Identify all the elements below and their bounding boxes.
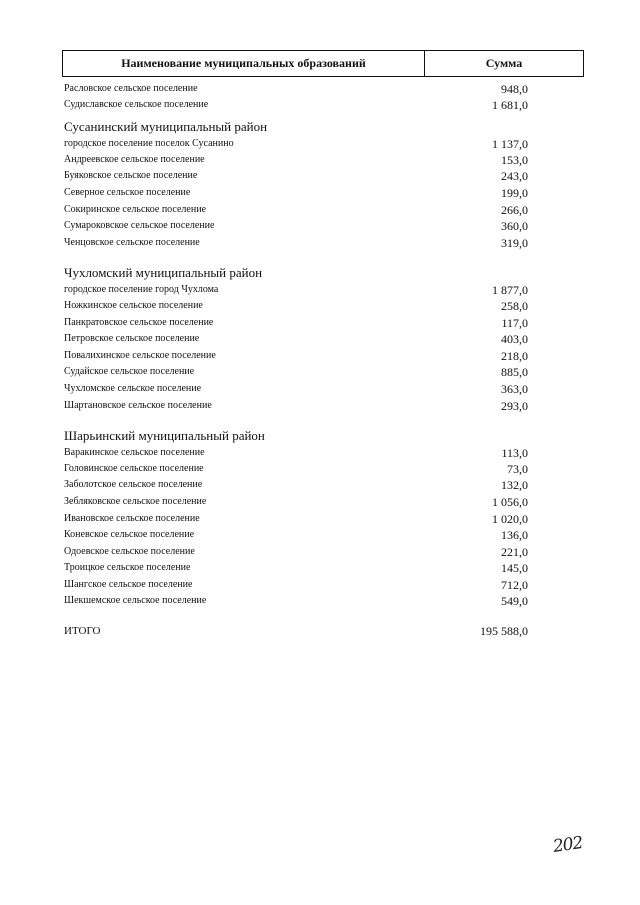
table-row — [64, 398, 584, 414]
settlement-sum: 363,0 — [501, 382, 528, 396]
table-row — [64, 152, 584, 168]
total-label: ИТОГО — [64, 625, 101, 637]
settlement-name: Ивановское сельское поселение — [64, 513, 200, 524]
table-row — [64, 494, 584, 510]
table-row — [64, 593, 584, 609]
settlement-sum: 153,0 — [501, 153, 528, 167]
header-name-column: Наименование муниципальных образований — [63, 51, 425, 76]
table-row — [64, 348, 584, 364]
table-row — [64, 202, 584, 218]
table-row — [64, 445, 584, 461]
table-row — [64, 461, 584, 477]
settlement-sum: 360,0 — [501, 219, 528, 233]
table-row — [64, 136, 584, 152]
settlement-sum: 712,0 — [501, 578, 528, 592]
settlement-sum: 145,0 — [501, 561, 528, 575]
table-row — [64, 235, 584, 251]
settlement-sum: 549,0 — [501, 594, 528, 608]
table-row — [64, 527, 584, 543]
header-sum-column: Сумма — [485, 56, 523, 70]
settlement-sum: 1 137,0 — [492, 137, 528, 151]
settlement-sum: 1 056,0 — [492, 495, 528, 509]
settlement-name: Сумароковское сельское поселение — [64, 220, 215, 231]
settlement-sum: 73,0 — [507, 462, 528, 476]
settlement-name: Судиславское сельское поселение — [64, 99, 209, 110]
settlement-name: Повалихинское сельское поселение — [64, 350, 216, 361]
settlement-name: Андреевское сельское поселение — [64, 154, 205, 165]
settlement-name: Судайское сельское поселение — [64, 366, 195, 377]
settlement-name: городское поселение город Чухлома — [64, 284, 219, 295]
settlement-name: Ножкинское сельское поселение — [64, 300, 203, 311]
settlement-name: Головинское сельское поселение — [64, 463, 204, 474]
table-row — [64, 331, 584, 347]
district-title: Шарьинский муниципальный район — [64, 428, 265, 443]
table-row — [64, 298, 584, 314]
settlement-name: Заболотское сельское поселение — [64, 479, 203, 490]
table-row — [64, 577, 584, 593]
settlement-name: Северное сельское поселение — [64, 187, 191, 198]
table-row — [64, 282, 584, 298]
table-row — [64, 218, 584, 234]
settlement-sum: 885,0 — [501, 365, 528, 379]
settlement-name: Шартановское сельское поселение — [64, 400, 212, 411]
settlement-sum: 266,0 — [501, 203, 528, 217]
settlement-name: Сокиринское сельское поселение — [64, 204, 207, 215]
settlement-sum: 113,0 — [501, 446, 528, 460]
settlement-sum: 1 020,0 — [492, 512, 528, 526]
settlement-sum: 258,0 — [501, 299, 528, 313]
table-row — [64, 81, 584, 97]
settlement-name: Чухломское сельское поселение — [64, 383, 202, 394]
table-row — [64, 511, 584, 527]
table-header — [62, 50, 584, 77]
settlement-sum: 136,0 — [501, 528, 528, 542]
settlement-sum: 243,0 — [501, 169, 528, 183]
settlement-name: Буяковское сельское поселение — [64, 170, 198, 181]
settlement-name: Одоевское сельское поселение — [64, 546, 195, 557]
table-row — [64, 97, 584, 113]
settlement-sum: 1 877,0 — [492, 283, 528, 297]
settlement-name: Расловское сельское поселение — [64, 83, 198, 94]
district-title: Чухломский муниципальный район — [64, 265, 263, 280]
settlement-sum: 293,0 — [501, 399, 528, 413]
settlement-name: Ченцовское сельское поселение — [64, 237, 200, 248]
settlement-sum: 948,0 — [501, 82, 528, 96]
settlement-sum: 403,0 — [501, 332, 528, 346]
table-row — [64, 544, 584, 560]
settlement-sum: 132,0 — [501, 478, 528, 492]
table-row — [64, 364, 584, 380]
table-row — [64, 560, 584, 576]
settlement-name: городское поселение поселок Сусанино — [64, 138, 234, 149]
settlement-name: Шангское сельское поселение — [64, 579, 193, 590]
table-row — [64, 168, 584, 184]
settlement-name: Коневское сельское поселение — [64, 529, 195, 540]
settlement-name: Варакинское сельское поселение — [64, 447, 205, 458]
handwritten-page-number: 202 — [551, 833, 584, 857]
settlement-sum: 199,0 — [501, 186, 528, 200]
settlement-name: Панкратовское сельское поселение — [64, 317, 214, 328]
settlement-name: Троицкое сельское поселение — [64, 562, 191, 573]
settlement-sum: 1 681,0 — [492, 98, 528, 112]
district-title: Сусанинский муниципальный район — [64, 119, 268, 134]
settlement-name: Петровское сельское поселение — [64, 333, 200, 344]
table-row — [64, 185, 584, 201]
settlement-name: Зебляковское сельское поселение — [64, 496, 207, 507]
table-row — [64, 315, 584, 331]
settlement-sum: 117,0 — [501, 316, 528, 330]
settlement-sum: 218,0 — [501, 349, 528, 363]
table-row — [64, 477, 584, 493]
settlement-name: Шекшемское сельское поселение — [64, 595, 207, 606]
settlement-sum: 221,0 — [501, 545, 528, 559]
total-row — [64, 622, 584, 640]
table-row — [64, 381, 584, 397]
total-sum: 195 588,0 — [480, 624, 528, 638]
settlement-sum: 319,0 — [501, 236, 528, 250]
